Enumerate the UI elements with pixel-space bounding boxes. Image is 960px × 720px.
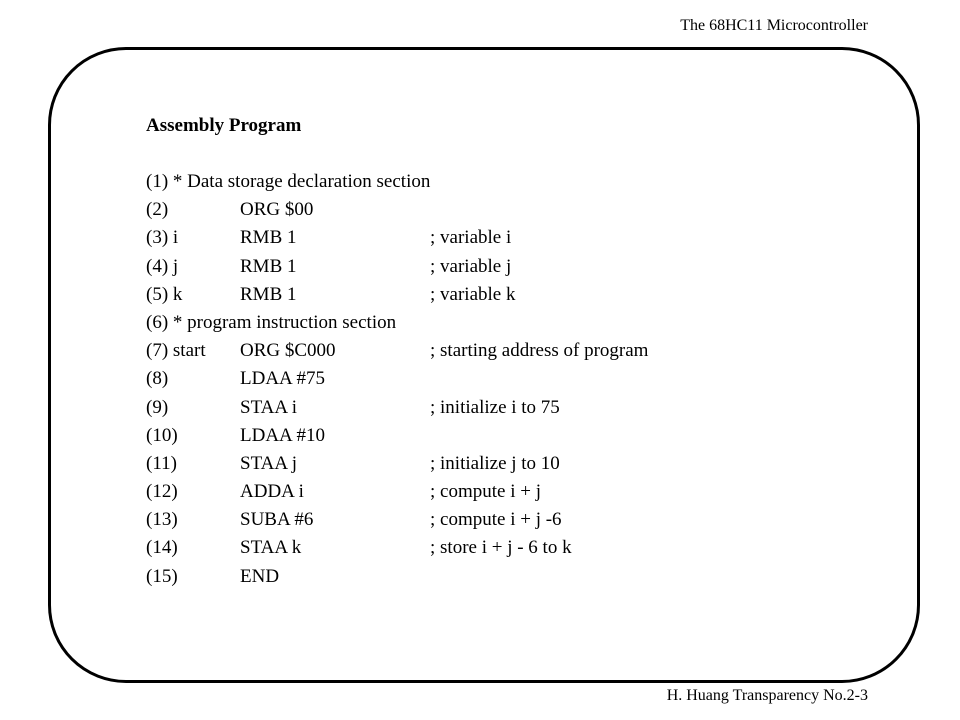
line-label: (12) [146,481,178,503]
instruction: ORG $C000 [240,340,336,362]
instruction: RMB 1 [240,227,297,249]
line-label: (1) * Data storage declaration section [146,171,431,192]
line-label: (15) [146,565,178,587]
line-label: (10) [146,424,178,446]
comment: ; starting address of program [430,340,649,362]
header-title: The 68HC11 Microcontroller [680,17,868,34]
line-label: (9) [146,396,169,418]
comment: ; variable i [430,227,512,249]
instruction: STAA k [240,537,302,559]
instruction: ORG $00 [240,199,314,221]
comment: ; store i + j - 6 to k [430,537,572,559]
instruction: ADDA i [240,481,304,503]
comment: ; initialize i to 75 [430,396,560,418]
comment: ; variable j [430,255,512,277]
line-label: (6) * program instruction section [146,311,397,333]
instruction: END [240,565,280,587]
line-label: (14) [146,537,178,559]
line-label: (13) [146,509,178,531]
comment: ; variable k [430,283,516,305]
instruction: LDAA #10 [240,424,325,446]
line-label: (11) [146,452,177,474]
instruction: STAA j [240,452,298,474]
instruction: RMB 1 [240,255,297,277]
program-heading: Assembly Program [146,115,302,136]
line-label: (2) [146,199,169,221]
instruction: STAA i [240,396,298,418]
footer-title: H. Huang Transparency No.2-3 [666,687,868,704]
line-label: (3) i [146,227,179,249]
comment: ; compute i + j -6 [430,509,562,531]
line-label: (4) j [146,255,179,277]
instruction: SUBA #6 [240,509,314,531]
line-label: (8) [146,368,169,390]
line-label: (5) k [146,283,183,305]
line-label: (7) start [146,340,206,362]
comment: ; compute i + j [430,481,541,503]
instruction: LDAA #75 [240,368,325,390]
instruction: RMB 1 [240,283,297,305]
comment: ; initialize j to 10 [430,452,560,474]
